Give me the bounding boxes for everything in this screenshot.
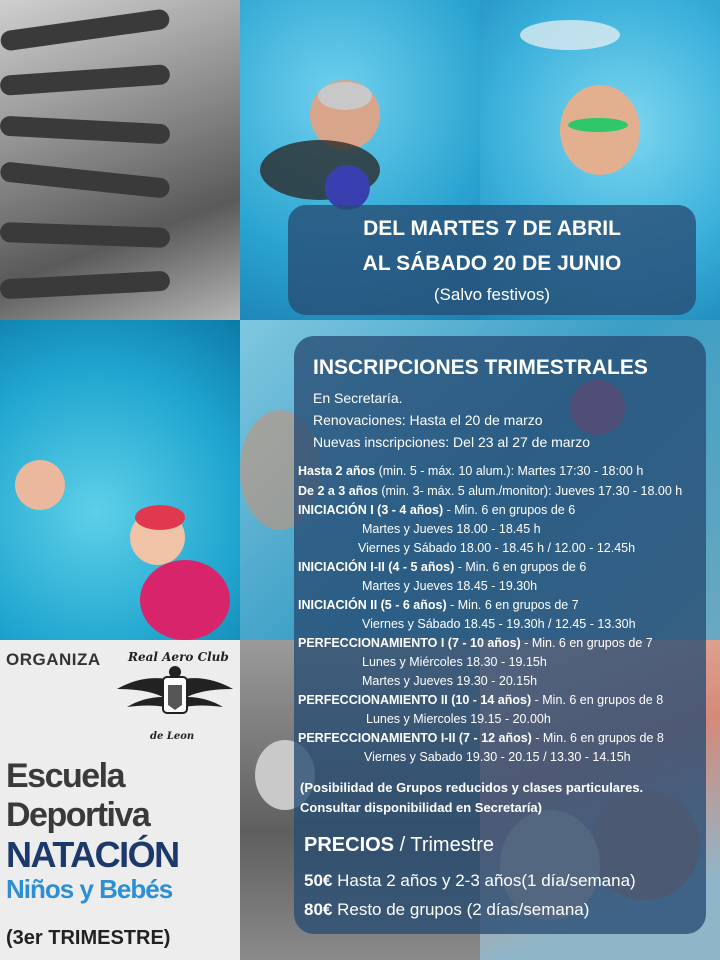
- info-panel: [294, 336, 706, 934]
- group-row: INICIACIÓN I-II (4 - 5 años) - Min. 6 en grupos de 6: [298, 560, 587, 574]
- title-ninos-bebes: Niños y Bebés: [6, 874, 173, 904]
- group-row: PERFECCIONAMIENTO I (7 - 10 años) - Min. 6 en grupos de 7: [298, 636, 653, 650]
- schedule-row: Lunes y Miércoles 18.30 - 19.15h: [362, 655, 547, 669]
- schedule-row: Viernes y Sábado 18.45 - 19.30h / 12.45 - 13.30h: [362, 617, 636, 631]
- kids-floating-photo: [0, 320, 240, 640]
- date-note: (Salvo festivos): [433, 285, 551, 304]
- club-winged-emblem-icon: [115, 663, 235, 725]
- inscripciones-line: Renovaciones: Hasta el 20 de marzo: [313, 412, 543, 428]
- price-row: 80€ Resto de grupos (2 días/semana): [304, 900, 590, 919]
- club-name-bottom: de Leon: [150, 731, 195, 742]
- date-end: AL SÁBADO 20 DE JUNIO: [362, 252, 622, 275]
- note-line: Consultar disponibilidad en Secretaría): [300, 800, 542, 815]
- date-panel: [288, 205, 696, 315]
- schedule-row: Lunes y Miercoles 19.15 - 20.00h: [366, 712, 551, 726]
- note-line: (Posibilidad de Grupos reducidos y clases particulares.: [300, 780, 644, 795]
- group-row: PERFECCIONAMIENTO I-II (7 - 12 años) - Min. 6 en grupos de 8: [298, 731, 664, 745]
- inscripciones-title: INSCRIPCIONES TRIMESTRALES: [313, 356, 648, 379]
- prices-title: PRECIOS / Trimestre: [304, 834, 495, 856]
- schedule-row: Viernes y Sábado 18.00 - 18.45 h / 12.00 - 12.45h: [358, 541, 636, 555]
- schedule-row: Martes y Jueves 18.00 - 18.45 h: [362, 522, 541, 536]
- title-deportiva: Deportiva: [6, 796, 150, 834]
- group-row: INICIACIÓN II (5 - 6 años) - Min. 6 en grupos de 7: [298, 598, 579, 612]
- schedule-row: Martes y Jueves 18.45 - 19.30h: [362, 579, 538, 593]
- schedule-row: Viernes y Sabado 19.30 - 20.15 / 13.30 - 14.15h: [364, 750, 631, 764]
- group-row: Hasta 2 años (min. 5 - máx. 10 alum.): Martes 17:30 - 18:00 h: [298, 464, 644, 478]
- title-trimestre: (3er TRIMESTRE): [6, 927, 171, 949]
- organiza-label: ORGANIZA: [6, 650, 101, 669]
- group-row: De 2 a 3 años (min. 3- máx. 5 alum./monitor): Jueves 17.30 - 18.00 h: [298, 484, 683, 498]
- title-escuela: Escuela: [6, 757, 125, 795]
- date-start: DEL MARTES 7 DE ABRIL: [363, 217, 621, 240]
- title-natacion: NATACIÓN: [6, 834, 179, 875]
- price-row: 50€ Hasta 2 años y 2-3 años(1 día/semana): [304, 871, 636, 890]
- inscripciones-line: Nuevas inscripciones: Del 23 al 27 de marzo: [313, 434, 591, 450]
- group-row: PERFECCIONAMIENTO II (10 - 14 años) - Min. 6 en grupos de 8: [298, 693, 664, 707]
- schedule-row: Martes y Jueves 19.30 - 20.15h: [362, 674, 538, 688]
- swimmers-legs-photo: [0, 0, 240, 320]
- group-row: INICIACIÓN I (3 - 4 años) - Min. 6 en grupos de 6: [298, 503, 576, 517]
- inscripciones-line: En Secretaría.: [313, 390, 403, 406]
- club-name-top: Real Aero Club: [128, 650, 229, 664]
